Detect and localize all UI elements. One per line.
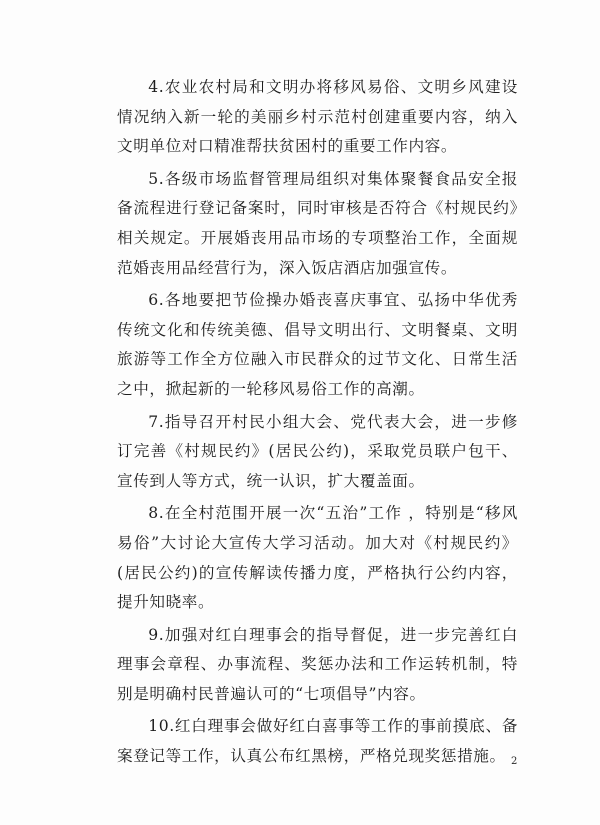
- paragraph-item-8: 8.在全村范围开展一次“五治”工作 ，特别是“移风易俗”大讨论大宣传大学习活动。加大对《村规民约》(居民公约)的宣传解读传播力度，严格执行公约内容，提升知晓率。: [117, 504, 518, 612]
- paragraph-item-7: 7.指导召开村民小组大会、党代表大会，进一步修订完善《村规民约》(居民公约)，采取党员联户包干、宣传到人等方式，统一认识，扩大覆盖面。: [117, 412, 518, 490]
- paragraph-item-4: 4.农业农村局和文明办将移风易俗、文明乡风建设情况纳入新一轮的美丽乡村示范村创建重要内容，纳入文明单位对口精准帮扶贫困村的重要工作内容。: [117, 78, 518, 156]
- paragraph-item-10: 10.红白理事会做好红白喜事等工作的事前摸底、备案登记等工作，认真公布红黑榜，严格兑现奖惩措施。: [117, 717, 518, 766]
- paragraph-item-6: 6.各地要把节俭操办婚丧喜庆事宜、弘扬中华优秀传统文化和传统美德、倡导文明出行、文明餐桌、文明旅游等工作全方位融入市民群众的过节文化、日常生活之中，掀起新的一轮移风易俗工作的高潮。: [117, 291, 518, 398]
- paragraph-item-9: 9.加强对红白理事会的指导督促，进一步完善红白理事会章程、办事流程、奖惩办法和工作运转机制，特别是明确村民普遍认可的“七项倡导”内容。: [117, 625, 518, 703]
- page-number: 2: [511, 756, 518, 767]
- document-body: [117, 73, 518, 772]
- paragraph-item-5: 5.各级市场监督管理局组织对集体聚餐食品安全报备流程进行登记备案时，同时审核是否符合《村规民约》相关规定。开展婚丧用品市场的专项整治工作，全面规范婚丧用品经营行为，深入饭店酒店加强宣传。: [117, 169, 518, 277]
